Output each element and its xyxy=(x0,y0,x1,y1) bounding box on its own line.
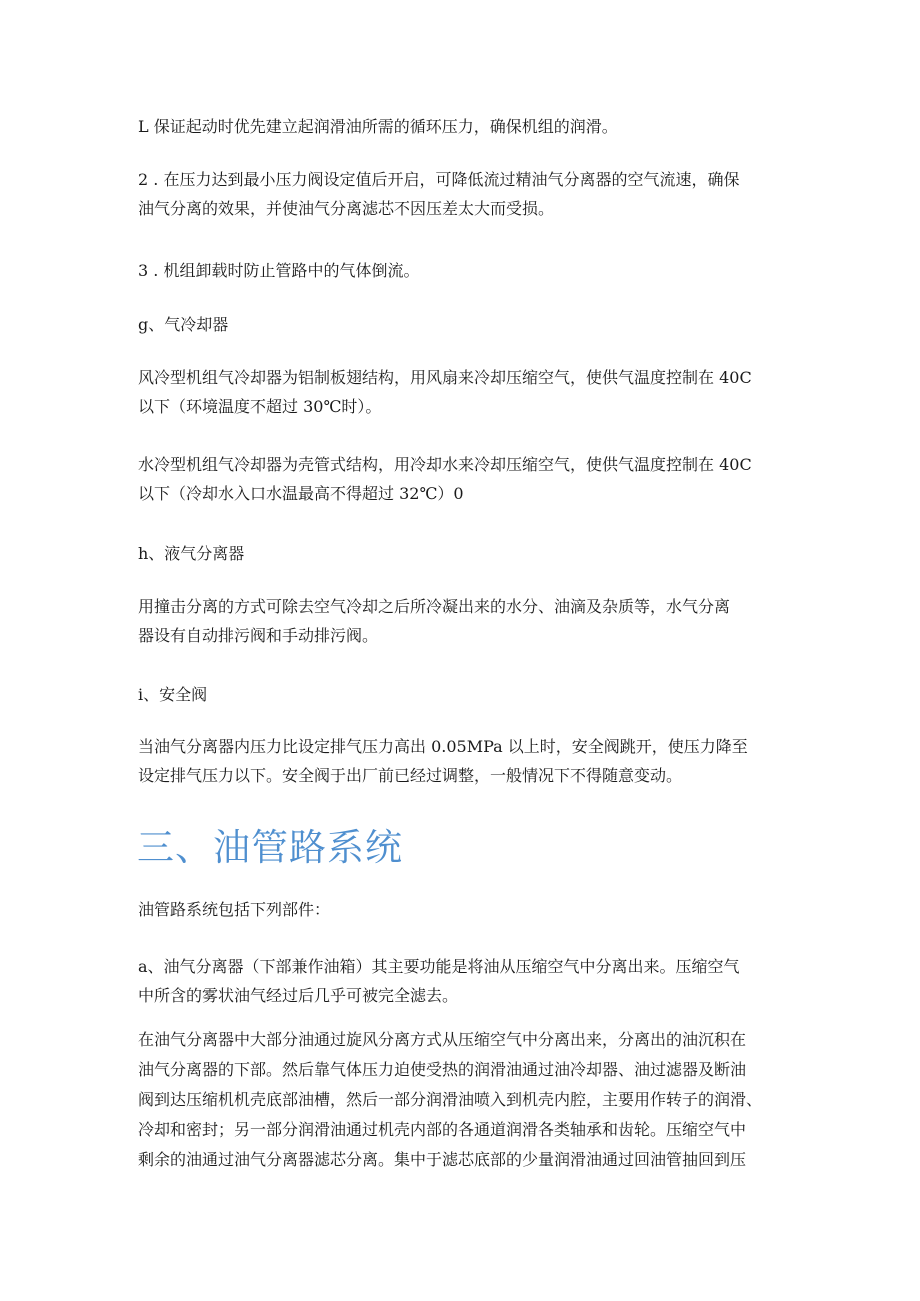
paragraph-item-a xyxy=(138,952,798,1010)
text-line: L 保证起动时优先建立起润滑油所需的循环压力，确保机组的润滑。 xyxy=(138,117,618,136)
text-line: 油气分离的效果，并使油气分离滤芯不因压差太大而受损。 xyxy=(138,199,555,218)
text-line: 器设有自动排污阀和手动排污阀。 xyxy=(138,626,379,645)
section-heading-g xyxy=(138,310,798,339)
text-line: 中所含的雾状油气经过后几乎可被完全滤去。 xyxy=(138,986,459,1005)
text-line: i、安全阀 xyxy=(138,685,208,704)
text-line: h、液气分离器 xyxy=(138,544,245,563)
paragraph-separator xyxy=(138,592,798,650)
paragraph-safety-valve xyxy=(138,732,798,790)
section-heading-i xyxy=(138,680,798,709)
text-line: 风冷型机组气冷却器为铝制板翅结构，用风扇来冷却压缩空气，使供气温度控制在 40C xyxy=(138,368,752,387)
text-line: a、油气分离器（下部兼作油箱）其主要功能是将油从压缩空气中分离出来。压缩空气 xyxy=(138,957,740,976)
text-line: g、气冷却器 xyxy=(138,315,229,334)
text-line: 水冷型机组气冷却器为壳管式结构，用冷却水来冷却压缩空气，使供气温度控制在 40C xyxy=(138,455,752,474)
chapter-heading: 三、油管路系统 xyxy=(137,826,403,869)
paragraph-item-3 xyxy=(138,256,798,285)
text-line: 剩余的油通过油气分离器滤芯分离。集中于滤芯底部的少量润滑油通过回油管抽回到压 xyxy=(138,1150,747,1169)
paragraph-oil-flow xyxy=(138,1025,798,1175)
text-line: 油管路系统包括下列部件： xyxy=(138,900,331,919)
paragraph-item-2 xyxy=(138,165,798,223)
text-line: 设定排气压力以下。安全阀于出厂前已经过调整，一般情况下不得随意变动。 xyxy=(138,766,683,785)
section-heading-h xyxy=(138,539,798,568)
text-line: 3 . 机组卸载时防止管路中的气体倒流。 xyxy=(138,261,420,280)
text-line: 当油气分离器内压力比设定排气压力高出 0.05MPa 以上时，安全阀跳开，使压力降至 xyxy=(138,737,748,756)
paragraph-item-1 xyxy=(138,112,798,141)
paragraph-air-cooled xyxy=(138,363,798,421)
text-line: 用撞击分离的方式可除去空气冷却之后所冷凝出来的水分、油滴及杂质等，水气分离 xyxy=(138,597,731,616)
text-line: 在油气分离器中大部分油通过旋风分离方式从压缩空气中分离出来，分离出的油沉积在 xyxy=(138,1030,747,1049)
text-line: 阀到达压缩机机壳底部油槽，然后一部分润滑油喷入到机壳内腔，主要用作转子的润滑、 xyxy=(138,1090,763,1109)
text-line: 油气分离器的下部。然后靠气体压力迫使受热的润滑油通过油冷却器、油过滤器及断油 xyxy=(138,1060,747,1079)
text-line: 以下（冷却水入口水温最高不得超过 32℃）0 xyxy=(138,484,464,503)
paragraph-water-cooled xyxy=(138,450,798,508)
text-line: 冷却和密封；另一部分润滑油通过机壳内部的各通道润滑各类轴承和齿轮。压缩空气中 xyxy=(138,1120,747,1139)
paragraph-oil-intro xyxy=(138,895,798,924)
text-line: 2 . 在压力达到最小压力阀设定值后开启，可降低流过精油气分离器的空气流速，确保 xyxy=(138,170,740,189)
text-line: 以下（环境温度不超过 30℃时）。 xyxy=(138,397,382,416)
